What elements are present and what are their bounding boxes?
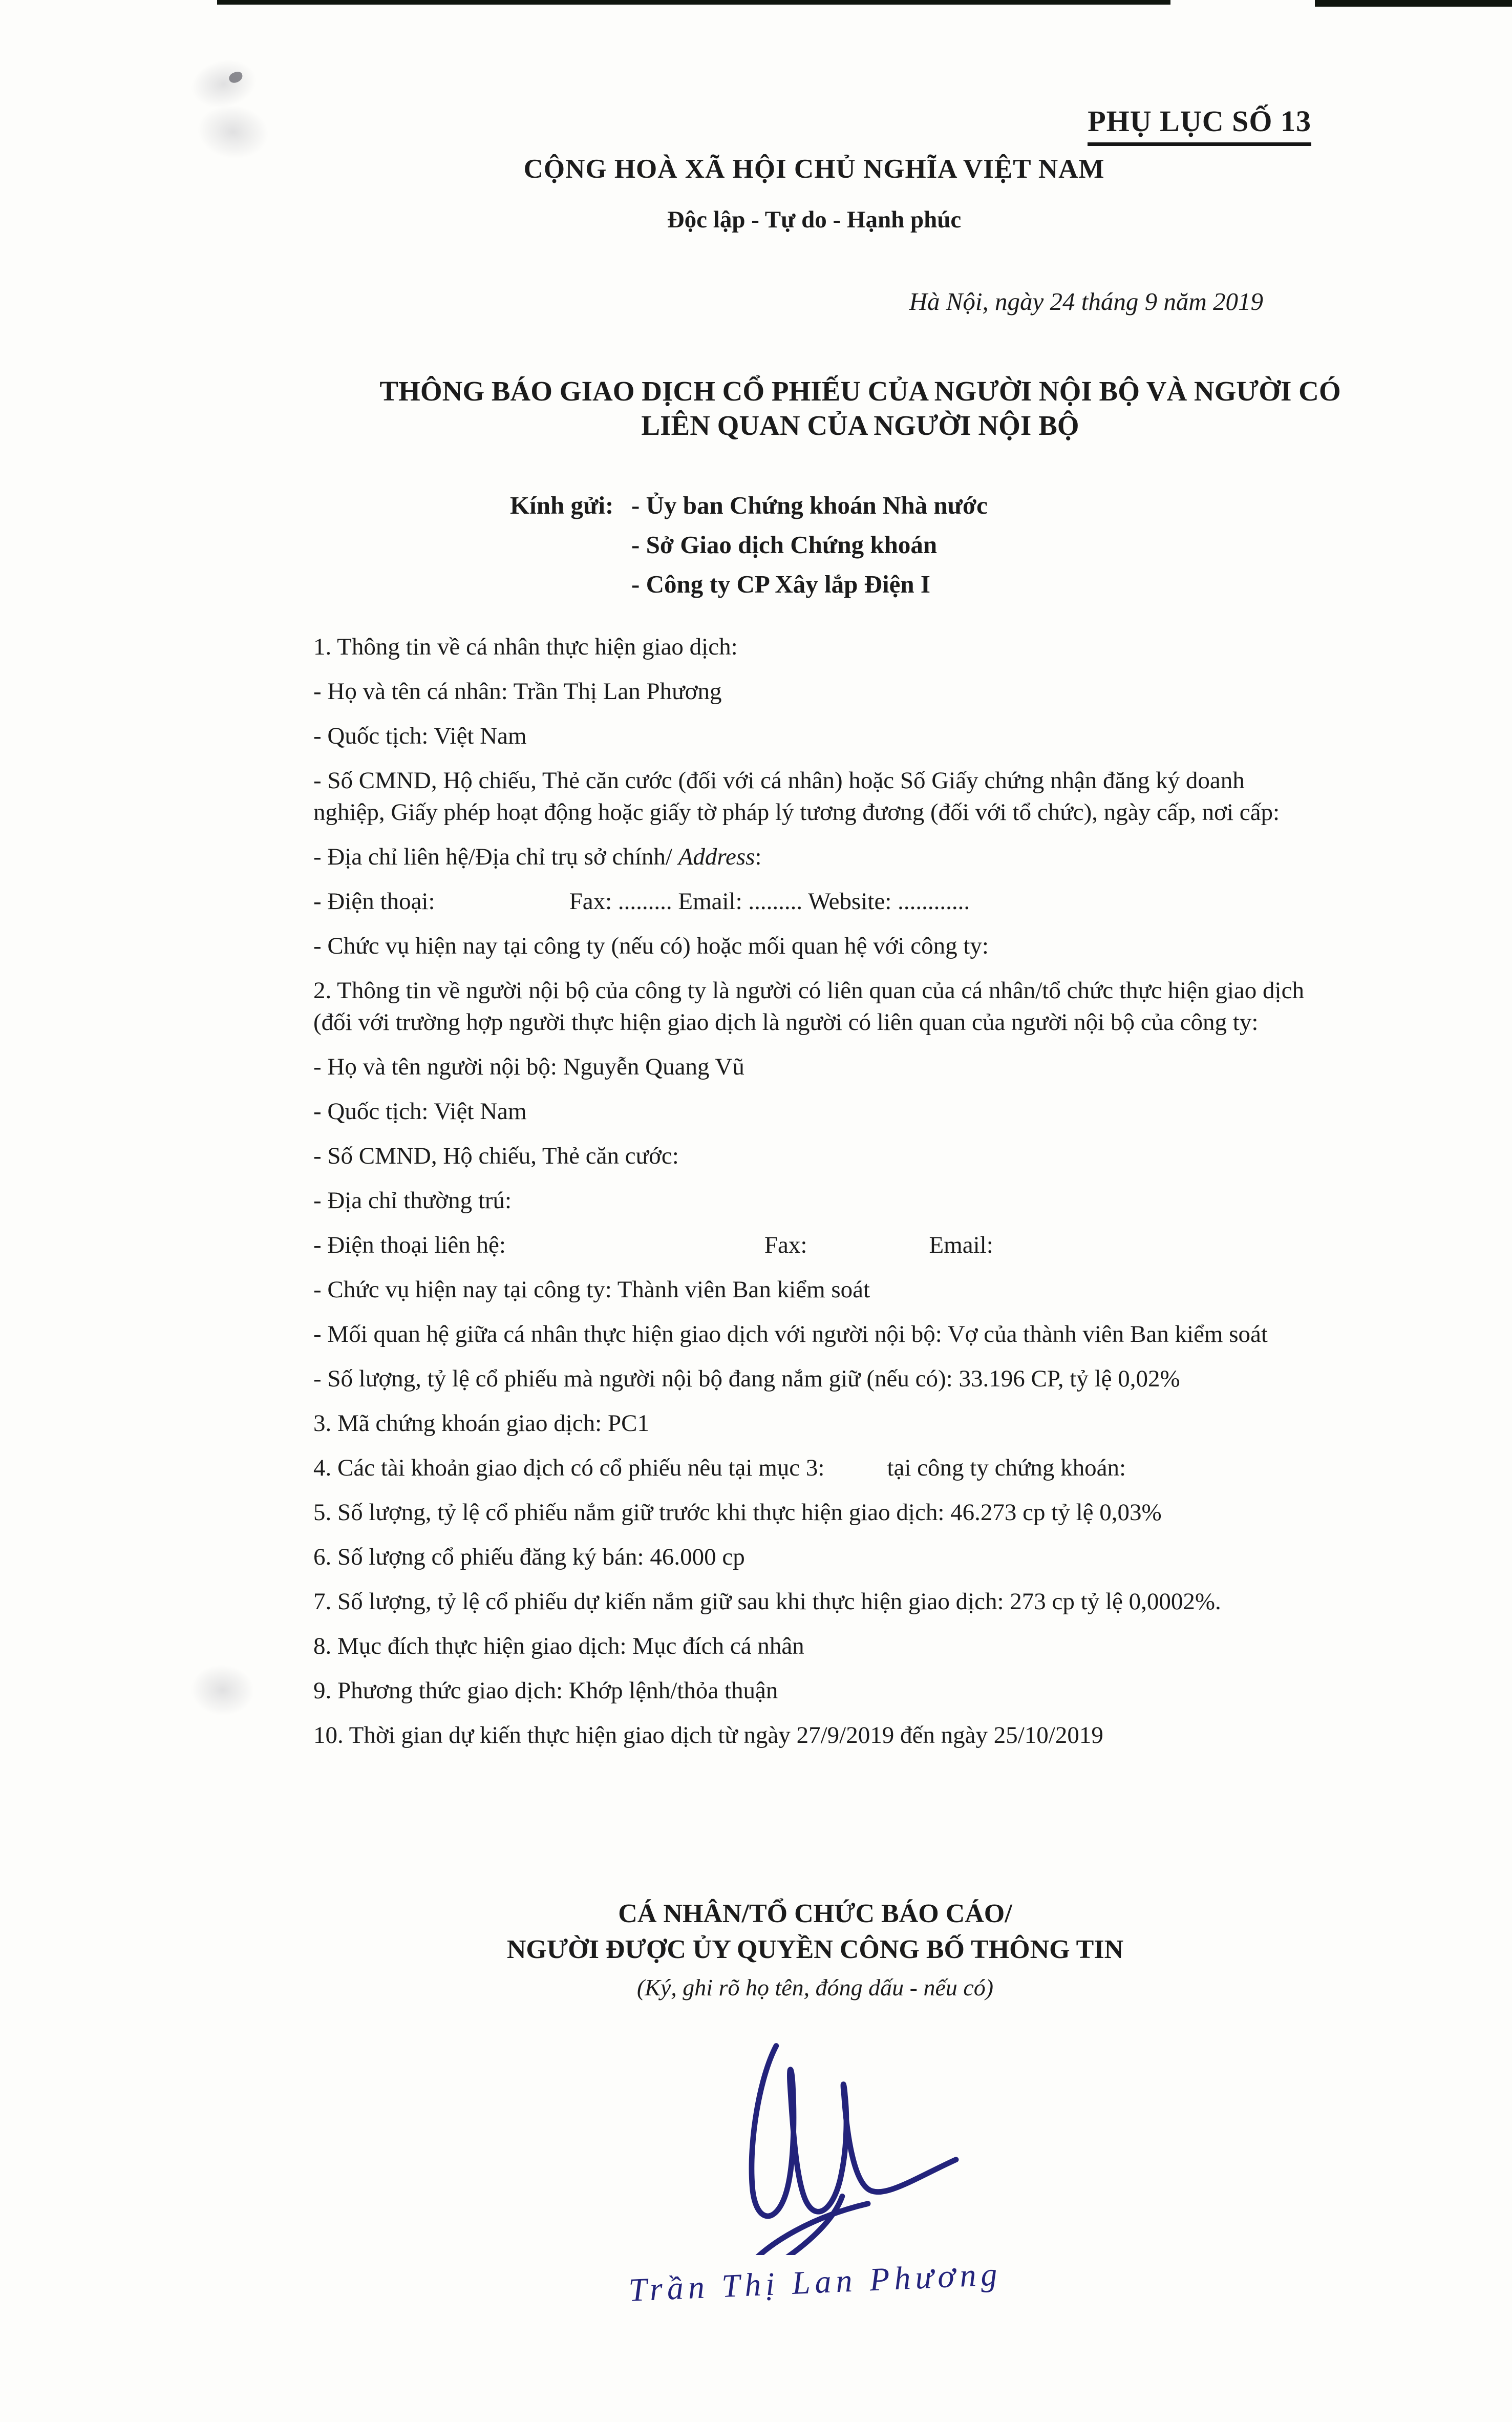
item-shares-registered: 6. Số lượng cổ phiếu đăng ký bán: 46.000 cp (313, 1544, 745, 1570)
fax-email-website-labels: Fax: ......... Email: ......... Website: ............ (569, 888, 970, 915)
recipients-list (631, 486, 988, 604)
recipients-label: Kính gửi: (510, 491, 614, 519)
field-insider-id-doc: - Số CMND, Hộ chiếu, Thẻ căn cước: (313, 1143, 679, 1169)
recipient-item: - Sở Giao dịch Chứng khoán (631, 531, 938, 559)
item-purpose: 8. Mục đích thực hiện giao dịch: Mục đích cá nhân (313, 1633, 804, 1659)
field-insider-name: - Họ và tên người nội bộ: Nguyễn Quang Vũ (313, 1054, 744, 1080)
item-timeframe: 10. Thời gian dự kiến thực hiện giao dịch từ ngày 27/9/2019 đến ngày 25/10/2019 (313, 1722, 1103, 1749)
recipient-item: - Ủy ban Chứng khoán Nhà nước (631, 491, 988, 519)
item-accounts (313, 1452, 1317, 1484)
handwritten-signature (695, 2035, 971, 2255)
national-header: CỘNG HOÀ XÃ HỘI CHỦ NGHĨA VIỆT NAM (523, 154, 1105, 184)
item-ticker: 3. Mã chứng khoán giao dịch: PC1 (313, 1410, 649, 1437)
address-label: - Địa chỉ liên hệ/Địa chỉ trụ sở chính/ (313, 844, 678, 870)
fax-label: Fax: (764, 1232, 807, 1258)
field-insider-nationality: - Quốc tịch: Việt Nam (313, 1098, 527, 1125)
pencil-smudge (189, 1662, 257, 1718)
date-line: Hà Nội, ngày 24 tháng 9 năm 2019 (909, 287, 1263, 315)
field-person-position: - Chức vụ hiện nay tại công ty (nếu có) hoặc mối quan hệ với công ty: (313, 933, 989, 959)
field-relationship: - Mối quan hệ giữa cá nhân thực hiện giao dịch với người nội bộ: Vợ của thành viên Ban kiểm soát (313, 1321, 1268, 1347)
field-person-id-doc: - Số CMND, Hộ chiếu, Thẻ căn cước (đối với cá nhân) hoặc Số Giấy chứng nhận đăng ký doanh nghiệp, Giấy phép hoạt động hoặc giấy tờ pháp lý tương đương (đối với tổ chức), ngày cấp, nơi cấp: (313, 767, 1280, 826)
section2-heading: 2. Thông tin về người nội bộ của công ty là người có liên quan của cá nhân/tổ chức thực hiện giao dịch (đối với trường hợp người thực hiện giao dịch là người có liên quan của người nội bộ của công ty: (313, 977, 1304, 1036)
pencil-smudge (194, 100, 272, 163)
item-shares-before: 5. Số lượng, tỷ lệ cổ phiếu nắm giữ trước khi thực hiện giao dịch: 46.273 cp tỷ lệ 0,03% (313, 1499, 1162, 1526)
address-colon: : (755, 844, 762, 870)
signature-note: (Ký, ghi rõ họ tên, đóng dấu - nếu có) (636, 1974, 994, 2001)
address-english-label: Address (678, 844, 755, 870)
broker-label: tại công ty chứng khoán: (887, 1455, 1126, 1481)
signature-block (313, 1896, 1317, 2309)
item-shares-after: 7. Số lượng, tỷ lệ cổ phiếu dự kiến nắm giữ sau khi thực hiện giao dịch: 273 cp tỷ lệ 0,0002%. (313, 1588, 1221, 1615)
field-person-contact (313, 886, 1317, 917)
phone-label: - Điện thoại: (313, 888, 435, 915)
field-insider-address: - Địa chỉ thường trú: (313, 1187, 512, 1214)
scan-edge-artifact (1315, 0, 1512, 7)
field-person-nationality: - Quốc tịch: Việt Nam (313, 723, 527, 749)
phone-label: - Điện thoại liên hệ: (313, 1232, 506, 1258)
handwritten-name: Trần Thị Lan Phương (628, 2256, 1003, 2309)
document-body (313, 631, 1317, 1764)
scan-edge-artifact (217, 0, 1170, 5)
email-label: Email: (929, 1232, 993, 1258)
accounts-label: 4. Các tài khoản giao dịch có cổ phiếu nêu tại mục 3: (313, 1455, 825, 1481)
signature-heading-line1: CÁ NHÂN/TỔ CHỨC BÁO CÁO/ (618, 1899, 1012, 1928)
field-insider-contact (313, 1229, 1317, 1261)
field-person-name: - Họ và tên cá nhân: Trần Thị Lan Phương (313, 678, 722, 705)
document-title: THÔNG BÁO GIAO DỊCH CỔ PHIẾU CỦA NGƯỜI NỘI BỘ VÀ NGƯỜI CÓ LIÊN QUAN CỦA NGƯỜI NỘI BỘ (379, 375, 1341, 441)
recipient-item: - Công ty CP Xây lắp Điện I (631, 570, 930, 598)
recipients-block (510, 486, 988, 604)
field-insider-position: - Chức vụ hiện nay tại công ty: Thành viên Ban kiểm soát (313, 1276, 870, 1303)
appendix-label: PHỤ LỤC SỐ 13 (1088, 104, 1311, 146)
field-insider-holding: - Số lượng, tỷ lệ cổ phiếu mà người nội bộ đang nắm giữ (nếu có): 33.196 CP, tỷ lệ 0,02% (313, 1365, 1180, 1392)
item-method: 9. Phương thức giao dịch: Khớp lệnh/thỏa thuận (313, 1677, 778, 1704)
national-motto: Độc lập - Tự do - Hạnh phúc (667, 206, 962, 233)
signature-heading-line2: NGƯỜI ĐƯỢC ỦY QUYỀN CÔNG BỐ THÔNG TIN (506, 1935, 1124, 1965)
section1-heading: 1. Thông tin về cá nhân thực hiện giao dịch: (313, 634, 738, 660)
field-person-address (313, 841, 1317, 873)
